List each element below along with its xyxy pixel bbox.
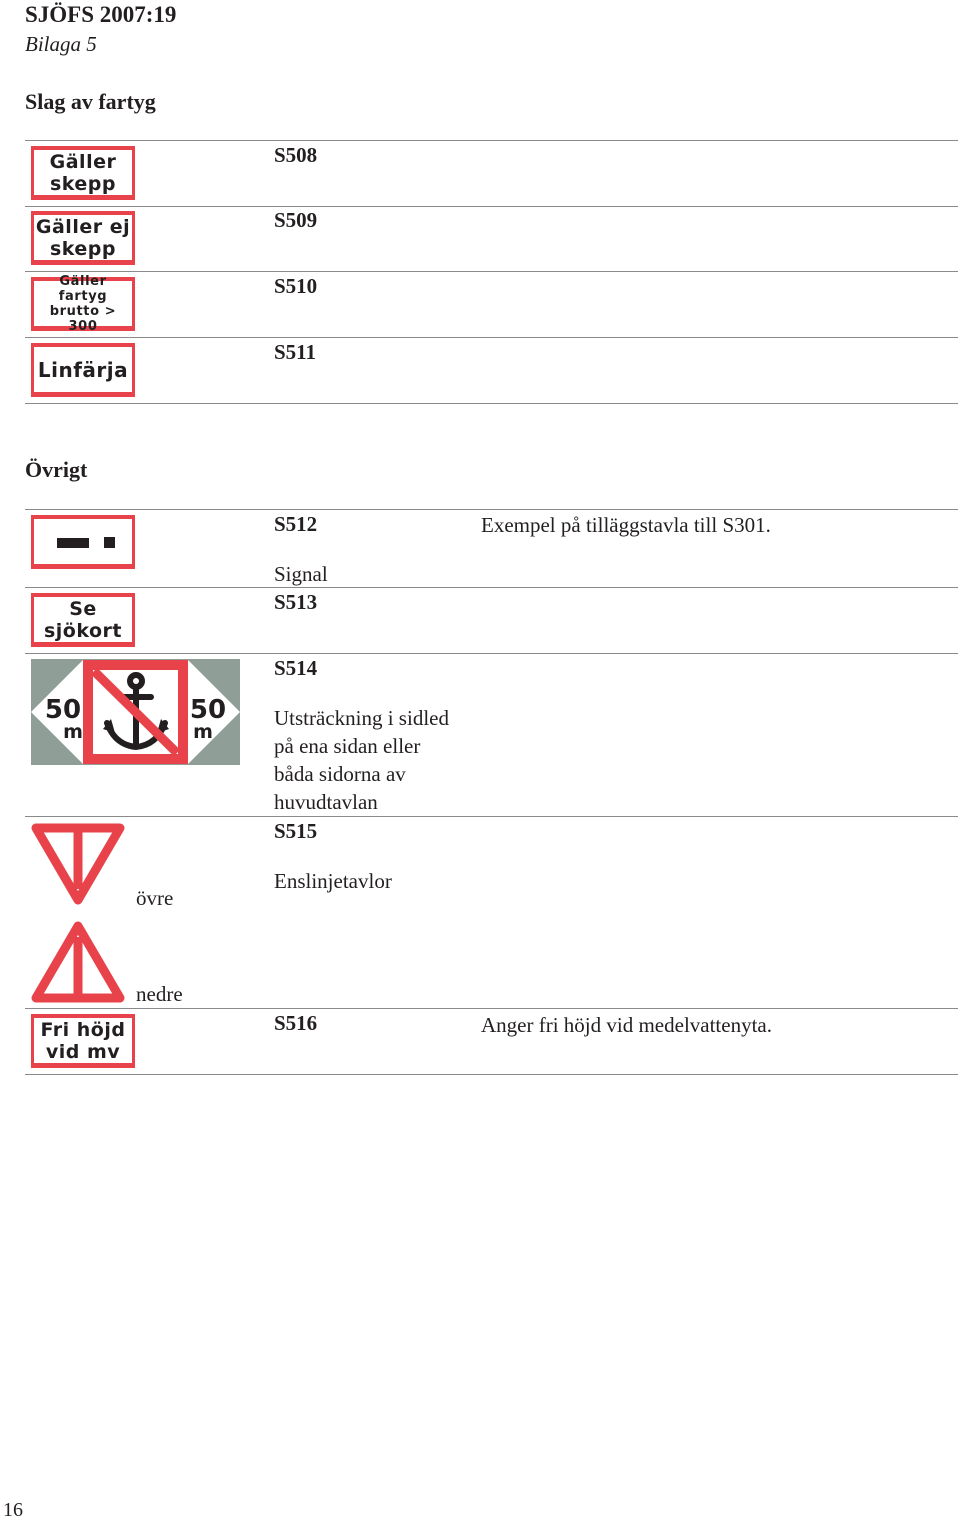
description-line: Utsträckning i sidled bbox=[274, 706, 449, 730]
document-id: SJÖFS 2007:19 bbox=[25, 2, 177, 27]
sign-code: S516 bbox=[274, 1011, 318, 1035]
table-rule bbox=[25, 403, 958, 404]
distance-label-left bbox=[41, 697, 85, 741]
section-title-other: Övrigt bbox=[25, 457, 88, 482]
sign-code: S509 bbox=[274, 208, 318, 232]
sign-text: skepp bbox=[49, 172, 117, 195]
sign-text: Linfärja bbox=[37, 357, 129, 382]
distance-value: 50 bbox=[189, 695, 227, 725]
sign-text: Gäller ej bbox=[35, 215, 131, 238]
table-rule bbox=[25, 587, 958, 588]
sign-description bbox=[274, 704, 449, 816]
table-rule bbox=[25, 653, 958, 654]
sign-text: Gäller fartyg bbox=[58, 273, 108, 304]
table-rule bbox=[25, 140, 958, 141]
distance-value: 50 bbox=[44, 695, 82, 725]
sign-text: vid mv bbox=[45, 1040, 121, 1063]
table-rule bbox=[25, 816, 958, 817]
table-rule bbox=[25, 1008, 958, 1009]
sign-s509 bbox=[31, 211, 135, 265]
distance-label-right bbox=[186, 697, 230, 741]
distance-unit: m bbox=[193, 721, 213, 743]
table-rule bbox=[25, 271, 958, 272]
upper-leading-mark-triangle-icon bbox=[31, 823, 125, 907]
sign-text: Fri höjd bbox=[40, 1018, 126, 1041]
sign-code: S510 bbox=[274, 274, 318, 298]
sign-s511 bbox=[31, 343, 135, 397]
sign-description: Anger fri höjd vid medelvattenyta. bbox=[481, 1013, 772, 1037]
appendix-label: Bilaga 5 bbox=[25, 32, 97, 56]
sign-code: S512 bbox=[274, 512, 318, 536]
sign-description: Enslinjetavlor bbox=[274, 869, 392, 893]
sign-code: S508 bbox=[274, 143, 318, 167]
sign-s513 bbox=[31, 593, 135, 647]
distance-unit: m bbox=[63, 721, 83, 743]
table-rule bbox=[25, 1074, 958, 1075]
sign-code: S511 bbox=[274, 340, 317, 364]
sign-code: S514 bbox=[274, 656, 318, 680]
sign-description: Exempel på tilläggstavla till S301. bbox=[481, 513, 771, 537]
sign-s514-no-anchoring bbox=[31, 659, 240, 765]
table-rule bbox=[25, 509, 958, 510]
dash-dot-signal-icon bbox=[35, 520, 131, 564]
upper-mark-label: övre bbox=[136, 886, 174, 910]
sign-text: skepp bbox=[49, 237, 117, 260]
table-rule bbox=[25, 337, 958, 338]
sign-code: S515 bbox=[274, 819, 318, 843]
lower-leading-mark-triangle-icon bbox=[31, 920, 125, 1004]
page-number: 16 bbox=[3, 1499, 23, 1521]
lower-mark-label: nedre bbox=[136, 982, 183, 1006]
sign-s510 bbox=[31, 273, 135, 334]
sign-text: Gäller bbox=[49, 150, 117, 173]
description-line: huvudtavlan bbox=[274, 790, 378, 814]
sign-code: S513 bbox=[274, 590, 318, 614]
sign-text: brutto > 300 bbox=[49, 303, 117, 334]
sign-subtitle: Signal bbox=[274, 562, 328, 586]
sign-s512-signal bbox=[31, 515, 135, 569]
description-line: båda sidorna av bbox=[274, 762, 406, 786]
description-line: på ena sidan eller bbox=[274, 734, 421, 758]
table-rule bbox=[25, 206, 958, 207]
section-title-ship-type: Slag av fartyg bbox=[25, 89, 156, 114]
sign-text: sjökort bbox=[43, 619, 122, 642]
sign-text: Se bbox=[69, 597, 97, 620]
sign-s508 bbox=[31, 146, 135, 200]
sign-s516 bbox=[31, 1014, 135, 1068]
